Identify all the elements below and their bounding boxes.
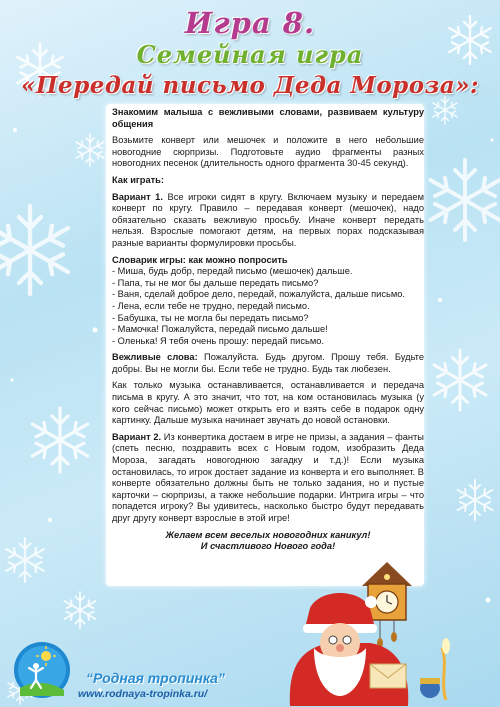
- page-title: Игра 8.: [184, 6, 316, 40]
- game-title: «Передай письмо Деда Мороза»:: [20, 72, 480, 99]
- wishes-line-2: И счастливого Нового года!: [200, 541, 336, 552]
- dictionary-item: - Мамочка! Пожалуйста, передай письмо дальше!: [112, 324, 328, 335]
- logo-icon: [12, 640, 72, 702]
- wishes-block: [112, 530, 424, 553]
- snowflake-icon: [32, 408, 87, 472]
- polite-words-label: Вежливые слова:: [112, 352, 198, 363]
- polite-words-text: Пожалуйста. Будь другом. Прошу тебя. Будьте добры. Вы не могли бы. Если тебе не трудно. Будь так любезен.: [112, 352, 425, 374]
- snowflake-icon: [433, 96, 457, 124]
- variant-2-paragraph: [112, 432, 424, 525]
- dictionary-item: - Бабушка, ты не могла бы передать письмо?: [112, 312, 309, 323]
- variant-1-paragraph: [112, 192, 424, 250]
- snowflake-icon: [6, 538, 44, 582]
- snowflake-icon: [64, 592, 95, 628]
- snowflake-icon: [434, 350, 486, 410]
- snowflake-icon: [0, 206, 68, 294]
- dictionary-item: - Оленька! Я тебя очень прошу: передай письмо.: [112, 335, 325, 346]
- dictionary-item: - Папа, ты не мог бы дальше передать письмо?: [112, 277, 319, 288]
- how-to-play-heading: Как играть:: [112, 174, 164, 185]
- dictionary-list: [112, 266, 424, 347]
- intro-text: Знакомим малыша с вежливыми словами, развиваем культуру общения: [112, 107, 424, 129]
- snowflake-icon: [430, 160, 499, 240]
- variant-2-text: Из конвертика достаем в игре не призы, а задания – фанты (спеть песню, поздравить всех с Новым годом, изобразить Деда Мороза, загадать новогоднюю загадку и т.д.)! Если музыка остановилась, то игрок достает задание из конверта и его выполняет. В конверте обязательно должны быть не только задания, но и пустые карточки – сюрпризы, а также небольшие подарки. Интрига игры – что попадется игроку? Вы удивитесь, насколько быстро будут передавать друг другу конверт взрослые в этой игре!: [112, 431, 424, 523]
- brand-url-link[interactable]: www.rodnaya-tropinka.ru/: [78, 688, 208, 700]
- variant-2-label: Вариант 2.: [112, 431, 162, 442]
- preparation-text: Возьмите конверт или мешочек и положите в него небольшие новогодние сюрпризы. Подготовьте аудио фрагменты разных новогодних песенок (длительность одного фрагмента 30-45 секунд).: [112, 135, 424, 169]
- article-body: [112, 107, 424, 553]
- dictionary-item: - Ваня, сделай доброе дело, передай, пожалуйста, дальше письмо.: [112, 289, 405, 300]
- santa-illustration: [270, 588, 460, 706]
- brand-name: “Родная тропинка”: [86, 670, 225, 686]
- snowflake-icon: [458, 480, 493, 520]
- page-subtitle: Семейная игра: [136, 40, 364, 69]
- dictionary-item: - Миша, будь добр, передай письмо (мешочек) дальше.: [112, 266, 353, 277]
- variant-1-text: Все игроки сидят в кругу. Включаем музыку и передаем конверт по кругу. Правило – передавая конверт (мешочек), надо обязательно сказать вежливую просьбу. Иначе конверт передать нельзя. Взрослые помогают детям, на первых порах подсказывая разные варианты формулировки просьбы.: [112, 191, 424, 248]
- music-stop-paragraph: Как только музыка останавливается, останавливается и передача письма в кругу. А это значит, что тот, на ком остановилась музыка (у кого сейчас письмо) может открыть его и взять себе в подарок одну картинку. Дальше музыка начинает звучать до новой остановки.: [112, 380, 424, 426]
- snowflake-icon: [76, 134, 104, 166]
- dictionary-item: - Лена, если тебе не трудно, передай письмо.: [112, 300, 310, 311]
- dictionary-heading: Словарик игры: как можно попросить: [112, 254, 288, 265]
- wishes-line-1: Желаем всем веселых новогодних каникул!: [165, 529, 371, 540]
- variant-1-label: Вариант 1.: [112, 191, 163, 202]
- polite-words-paragraph: [112, 352, 424, 375]
